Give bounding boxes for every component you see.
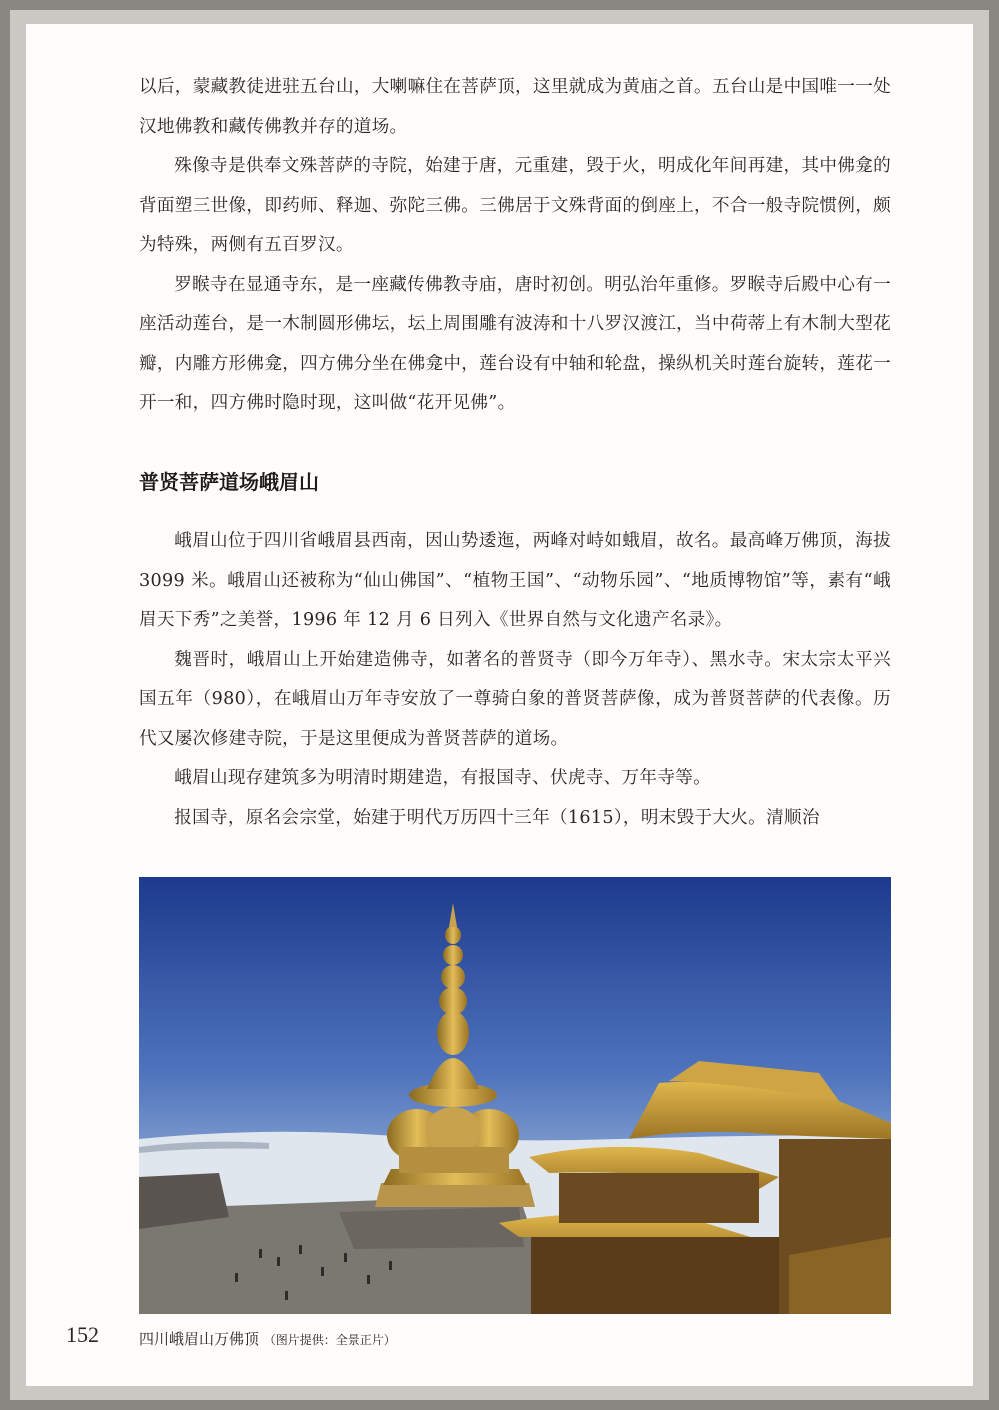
caption-credit: （图片提供：全景正片） — [263, 1333, 396, 1347]
photo-caption — [139, 1328, 396, 1349]
photo-illustration — [139, 877, 891, 1314]
paragraph: 殊像寺是供奉文殊菩萨的寺院，始建于唐，元重建，毁于火，明成化年间再建，其中佛龛的背面塑三世像，即药师、释迦、弥陀三佛。三佛居于文殊背面的倒座上，不合一般寺院惯例，颇为特殊，两侧有五百罗汉。 — [139, 156, 891, 255]
book-page — [26, 24, 973, 1386]
paragraph: 魏晋时，峨眉山上开始建造佛寺，如著名的普贤寺（即今万年寺）、黑水寺。宋太宗太平兴国五年（980），在峨眉山万年寺安放了一尊骑白象的普贤菩萨像，成为普贤菩萨的代表像。历代又屡次修建寺院，于是这里便成为普贤菩萨的道场。 — [139, 649, 891, 749]
paragraph: 以后，蒙藏教徒进驻五台山，大喇嘛住在菩萨顶，这里就成为黄庙之首。五台山是中国唯一一处汉地佛教和藏传佛教并存的道场。 — [139, 77, 891, 137]
caption-title: 四川峨眉山万佛顶 — [139, 1330, 260, 1348]
body-text-top — [139, 68, 891, 424]
page-number: 152 — [66, 1322, 99, 1347]
paragraph: 峨眉山现存建筑多为明清时期建造，有报国寺、伏虎寺、万年寺等。 — [174, 768, 712, 788]
paragraph: 报国寺，原名会宗堂，始建于明代万历四十三年（1615），明末毁于大火。清顺治 — [174, 807, 820, 828]
paragraph: 峨眉山位于四川省峨眉县西南，因山势逶迤，两峰对峙如蛾眉，故名。最高峰万佛顶，海拔 3099 米。峨眉山还被称为“仙山佛国”、“植物王国”、“动物乐园”、“地质博物馆”等，素有“峨眉天下秀”之美誉，1996 年 12 月 6 日列入《世界自然与文化遗产名录》。 — [139, 531, 891, 630]
body-text-bottom — [139, 522, 891, 838]
paragraph: 罗睺寺在显通寺东，是一座藏传佛教寺庙，唐时初创。明弘治年重修。罗睺寺后殿中心有一座活动莲台，是一木制圆形佛坛，坛上周围雕有波涛和十八罗汉渡江，当中荷蒂上有木制大型花瓣，内雕方形佛龛，四方佛分坐在佛龛中，莲台设有中轴和轮盘，操纵机关时莲台旋转，莲花一开一和，四方佛时隐时现，这叫做“花开见佛”。 — [139, 274, 891, 413]
photo-golden-summit — [139, 877, 891, 1314]
section-heading: 普贤菩萨道场峨眉山 — [139, 470, 319, 494]
